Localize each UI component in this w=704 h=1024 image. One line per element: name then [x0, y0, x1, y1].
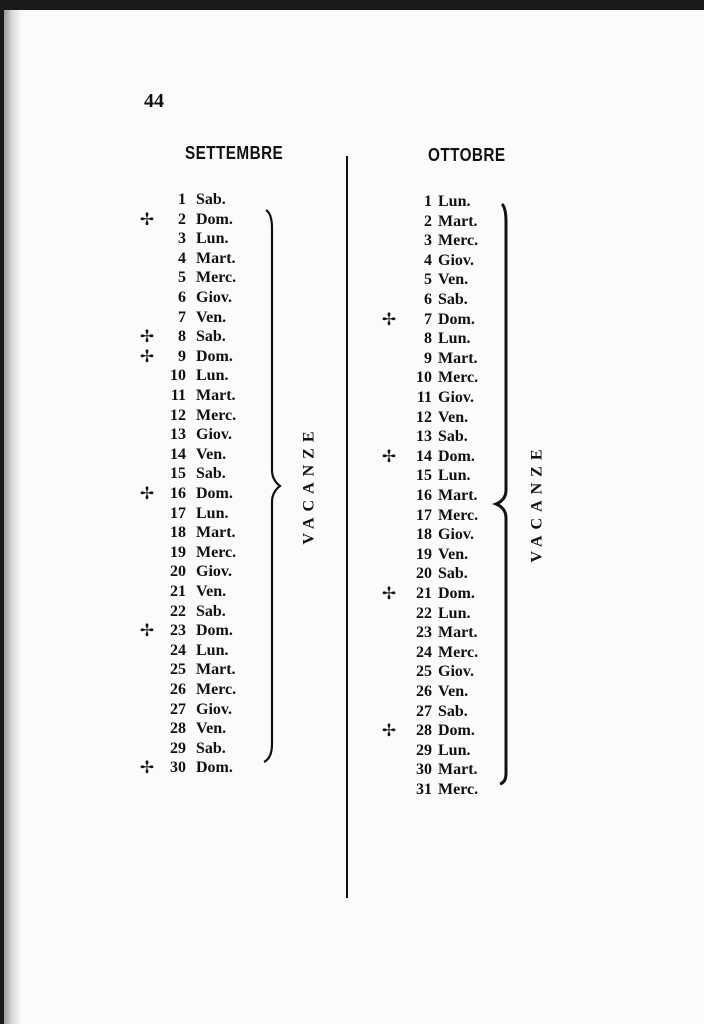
- weekday-name: Merc.: [438, 369, 479, 387]
- day-number: 24: [170, 641, 186, 659]
- weekday-name: Mart.: [196, 661, 236, 679]
- cross-icon: ✢: [139, 209, 155, 229]
- day-number: 16: [170, 485, 186, 502]
- day-number: 20: [170, 563, 186, 581]
- weekday-name: Ven.: [438, 545, 469, 563]
- weekday-name: Sab.: [196, 328, 226, 346]
- day-number: 17: [416, 506, 432, 524]
- day-number: 28: [170, 720, 186, 738]
- cross-icon: ✢: [381, 309, 397, 329]
- day-number: 31: [416, 781, 432, 798]
- weekday-name: Lun.: [438, 467, 471, 485]
- day-number: 2: [178, 210, 186, 228]
- day-number: 3: [424, 232, 432, 250]
- day-number: 19: [170, 543, 186, 561]
- day-number: 30: [416, 761, 432, 779]
- weekday-name: Ven.: [438, 408, 469, 426]
- day-number: 6: [424, 291, 432, 308]
- weekday-name: Dom.: [438, 447, 475, 465]
- cross-icon: ✢: [139, 346, 155, 366]
- weekday-name: Lun.: [438, 741, 471, 759]
- weekday-name: Merc.: [438, 781, 479, 798]
- weekday-name: Merc.: [196, 681, 237, 698]
- weekday-name: Merc.: [438, 232, 479, 250]
- day-number: 24: [416, 643, 432, 661]
- day-number: 23: [416, 624, 432, 642]
- day-number: 18: [416, 526, 432, 544]
- weekday-name: Mart.: [196, 524, 236, 542]
- day-number: 30: [170, 759, 186, 777]
- cross-icon: ✢: [139, 621, 155, 641]
- day-number: 8: [178, 328, 186, 346]
- weekday-name: Ven.: [438, 683, 469, 700]
- day-number: 6: [178, 289, 186, 306]
- day-number: 10: [416, 369, 432, 387]
- day-number: 11: [416, 389, 432, 406]
- weekday-name: Mart.: [438, 349, 478, 367]
- vacanze-brace-ottobre: [490, 202, 514, 786]
- weekday-name: Sab.: [196, 739, 226, 757]
- day-number: 27: [416, 702, 432, 720]
- day-number: 20: [416, 565, 432, 583]
- vacanze-label-ottobre: VACANZE: [528, 443, 546, 563]
- weekday-name: Mart.: [438, 487, 478, 504]
- day-number: 14: [416, 447, 432, 465]
- weekday-name: Merc.: [196, 406, 237, 424]
- weekday-name: Mart.: [196, 249, 236, 267]
- weekday-name: Ven.: [196, 445, 227, 463]
- weekday-name: Sab.: [196, 602, 226, 620]
- day-number: 15: [416, 467, 432, 485]
- day-number: 15: [170, 465, 186, 483]
- month-title-ottobre: OTTOBRE: [428, 145, 506, 165]
- weekday-name: Dom.: [196, 347, 233, 365]
- day-number: 16: [416, 487, 432, 504]
- cross-icon: ✢: [139, 327, 155, 347]
- day-number: 13: [416, 428, 432, 446]
- weekday-name: Sab.: [438, 428, 468, 446]
- page-number: 44: [144, 90, 164, 112]
- cross-icon: ✢: [381, 446, 397, 466]
- day-number: 9: [424, 349, 432, 367]
- weekday-name: Dom.: [196, 485, 233, 502]
- day-number: 3: [178, 230, 186, 248]
- day-number: 8: [424, 330, 432, 348]
- cross-icon: ✢: [381, 584, 397, 603]
- weekday-name: Giov.: [438, 251, 475, 269]
- weekday-name: Sab.: [196, 191, 226, 208]
- day-number: 29: [416, 741, 432, 759]
- day-number: 7: [424, 310, 432, 328]
- weekday-name: Ven.: [196, 583, 227, 600]
- weekday-name: Sab.: [438, 565, 468, 583]
- weekday-name: Mart.: [438, 212, 478, 230]
- weekday-name: Giov.: [196, 289, 233, 306]
- day-number: 7: [178, 308, 186, 326]
- cross-icon: ✢: [381, 721, 397, 741]
- weekday-name: Dom.: [438, 722, 475, 740]
- day-number: 19: [416, 545, 432, 563]
- weekday-name: Lun.: [438, 604, 471, 622]
- day-number: 27: [170, 700, 186, 718]
- weekday-name: Lun.: [196, 367, 229, 385]
- weekday-name: Giov.: [196, 700, 233, 718]
- cross-icon: ✢: [139, 484, 155, 503]
- weekday-name: Giov.: [438, 389, 475, 406]
- day-number: 9: [178, 347, 186, 365]
- day-number: 14: [170, 445, 186, 463]
- day-number: 26: [170, 681, 186, 698]
- weekday-name: Dom.: [438, 585, 475, 602]
- vacanze-brace-settembre: [258, 208, 282, 764]
- day-number: 21: [170, 583, 186, 600]
- day-number: 5: [424, 271, 432, 289]
- weekday-name: Ven.: [196, 720, 227, 738]
- day-number: 4: [178, 249, 186, 267]
- day-number: 17: [170, 504, 186, 522]
- calendar-page: [4, 10, 704, 1024]
- weekday-name: Sab.: [438, 291, 468, 308]
- day-number: 28: [416, 722, 432, 740]
- weekday-name: Lun.: [196, 504, 229, 522]
- weekday-name: Giov.: [196, 563, 233, 581]
- weekday-name: Lun.: [438, 330, 471, 348]
- weekday-name: Giov.: [196, 426, 233, 444]
- weekday-name: Ven.: [196, 308, 227, 326]
- day-number: 23: [170, 622, 186, 640]
- weekday-name: Sab.: [438, 702, 468, 720]
- day-number: 1: [424, 193, 432, 210]
- day-number: 12: [170, 406, 186, 424]
- weekday-name: Lun.: [196, 641, 229, 659]
- day-number: 5: [178, 269, 186, 287]
- weekday-name: Mart.: [438, 624, 478, 642]
- page-edge-shadow: [4, 10, 22, 1024]
- day-number: 2: [424, 212, 432, 230]
- weekday-name: Sab.: [196, 465, 226, 483]
- day-number: 22: [170, 602, 186, 620]
- day-number: 13: [170, 426, 186, 444]
- weekday-name: Mart.: [438, 761, 478, 779]
- vacanze-label-settembre: VACANZE: [300, 425, 318, 545]
- month-title-settembre: SETTEMBRE: [185, 143, 284, 163]
- weekday-name: Mart.: [196, 387, 236, 404]
- day-number: 12: [416, 408, 432, 426]
- day-number: 4: [424, 251, 432, 269]
- cross-icon: ✢: [139, 758, 155, 778]
- weekday-name: Merc.: [196, 543, 237, 561]
- weekday-name: Merc.: [438, 643, 479, 661]
- day-number: 26: [416, 683, 432, 700]
- day-number: 11: [170, 387, 186, 404]
- day-number: 25: [170, 661, 186, 679]
- day-number: 25: [416, 663, 432, 681]
- weekday-name: Merc.: [438, 506, 479, 524]
- weekday-name: Lun.: [196, 230, 229, 248]
- weekday-name: Dom.: [196, 210, 233, 228]
- day-number: 29: [170, 739, 186, 757]
- day-number: 10: [170, 367, 186, 385]
- day-number: 21: [416, 585, 432, 602]
- weekday-name: Dom.: [196, 759, 233, 777]
- weekday-name: Dom.: [438, 310, 475, 328]
- day-number: 18: [170, 524, 186, 542]
- day-number: 22: [416, 604, 432, 622]
- weekday-name: Giov.: [438, 663, 475, 681]
- weekday-name: Merc.: [196, 269, 237, 287]
- weekday-name: Giov.: [438, 526, 475, 544]
- weekday-name: Lun.: [438, 193, 471, 210]
- column-divider: [346, 156, 348, 898]
- weekday-name: Ven.: [438, 271, 469, 289]
- weekday-name: Dom.: [196, 622, 233, 640]
- day-number: 1: [178, 191, 186, 208]
